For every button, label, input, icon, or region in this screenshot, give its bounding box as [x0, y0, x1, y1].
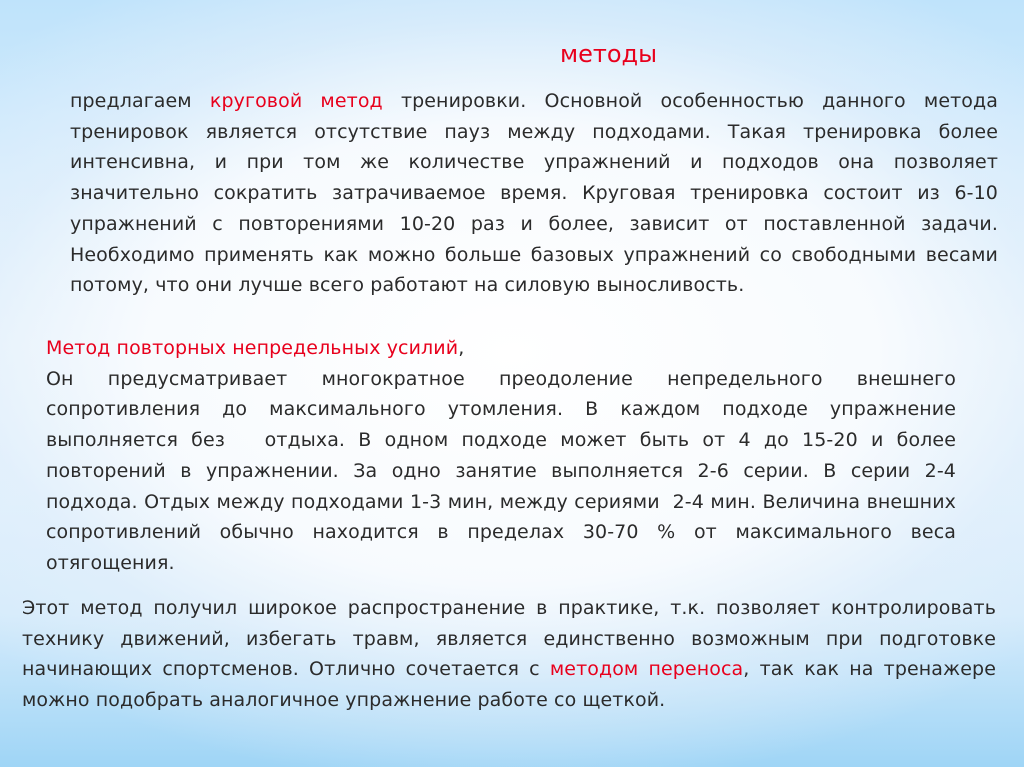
- repeated-efforts-paragraph: [46, 333, 963, 579]
- repeated-efforts-heading: Метод повторных непредельных усилий: [46, 337, 459, 359]
- heading-suffix: ,: [458, 337, 465, 359]
- paragraph-body-text: тренировки. Основной особенностью данного метода тренировок является отсутствие пауз между подходами. Такая тренировка более интенсивна, и при том же количестве упражнений и подходов она позволяет значительно сократить затрачиваемое время. Круговая тренировка состоит из 6-10 упражнений с повторениями 10-20 раз и более, зависит от поставленной задачи. Необходимо применять как можно больше базовых упражнений со свободными весами потому, что они лучше всего работают на силовую выносливость.: [70, 90, 998, 297]
- transfer-method-term: методом переноса: [549, 658, 744, 681]
- paragraph-body-text: Он предусматривает многократное преодоление непредельного внешнего сопротивления до максимального утомления. В каждом подходе упражнение выполняется без отдыха. В одном подходе может быть от 4 до 15-20 и более повторений в упражнении. За одно занятие выполняется 2-6 серии. В серии 2-4 подхода. Отдых между подходами 1-3 мин, между сериями 2-4 мин. Величина внешних сопротивлений обычно находится в пределах 30-70 % от максимального веса отягощения.: [46, 367, 963, 574]
- circuit-method-term: круговой метод: [209, 90, 383, 112]
- paragraph-body-text: , так как на тренажере можно подобрать аналогичное упражнение работе со щеткой.: [22, 658, 996, 712]
- slide-title: методы: [560, 40, 658, 68]
- paragraph-lead-text: предлагаем: [70, 90, 210, 112]
- paragraph-lead-text: Этот метод получил широкое распространение в практике, т.к. позволяет контролировать технику движений, избегать травм, является единственно возможным при подготовке начинающих спортсменов. Отлично сочетается с: [22, 597, 996, 681]
- conclusion-paragraph: [22, 593, 996, 716]
- circuit-method-paragraph: [70, 86, 998, 301]
